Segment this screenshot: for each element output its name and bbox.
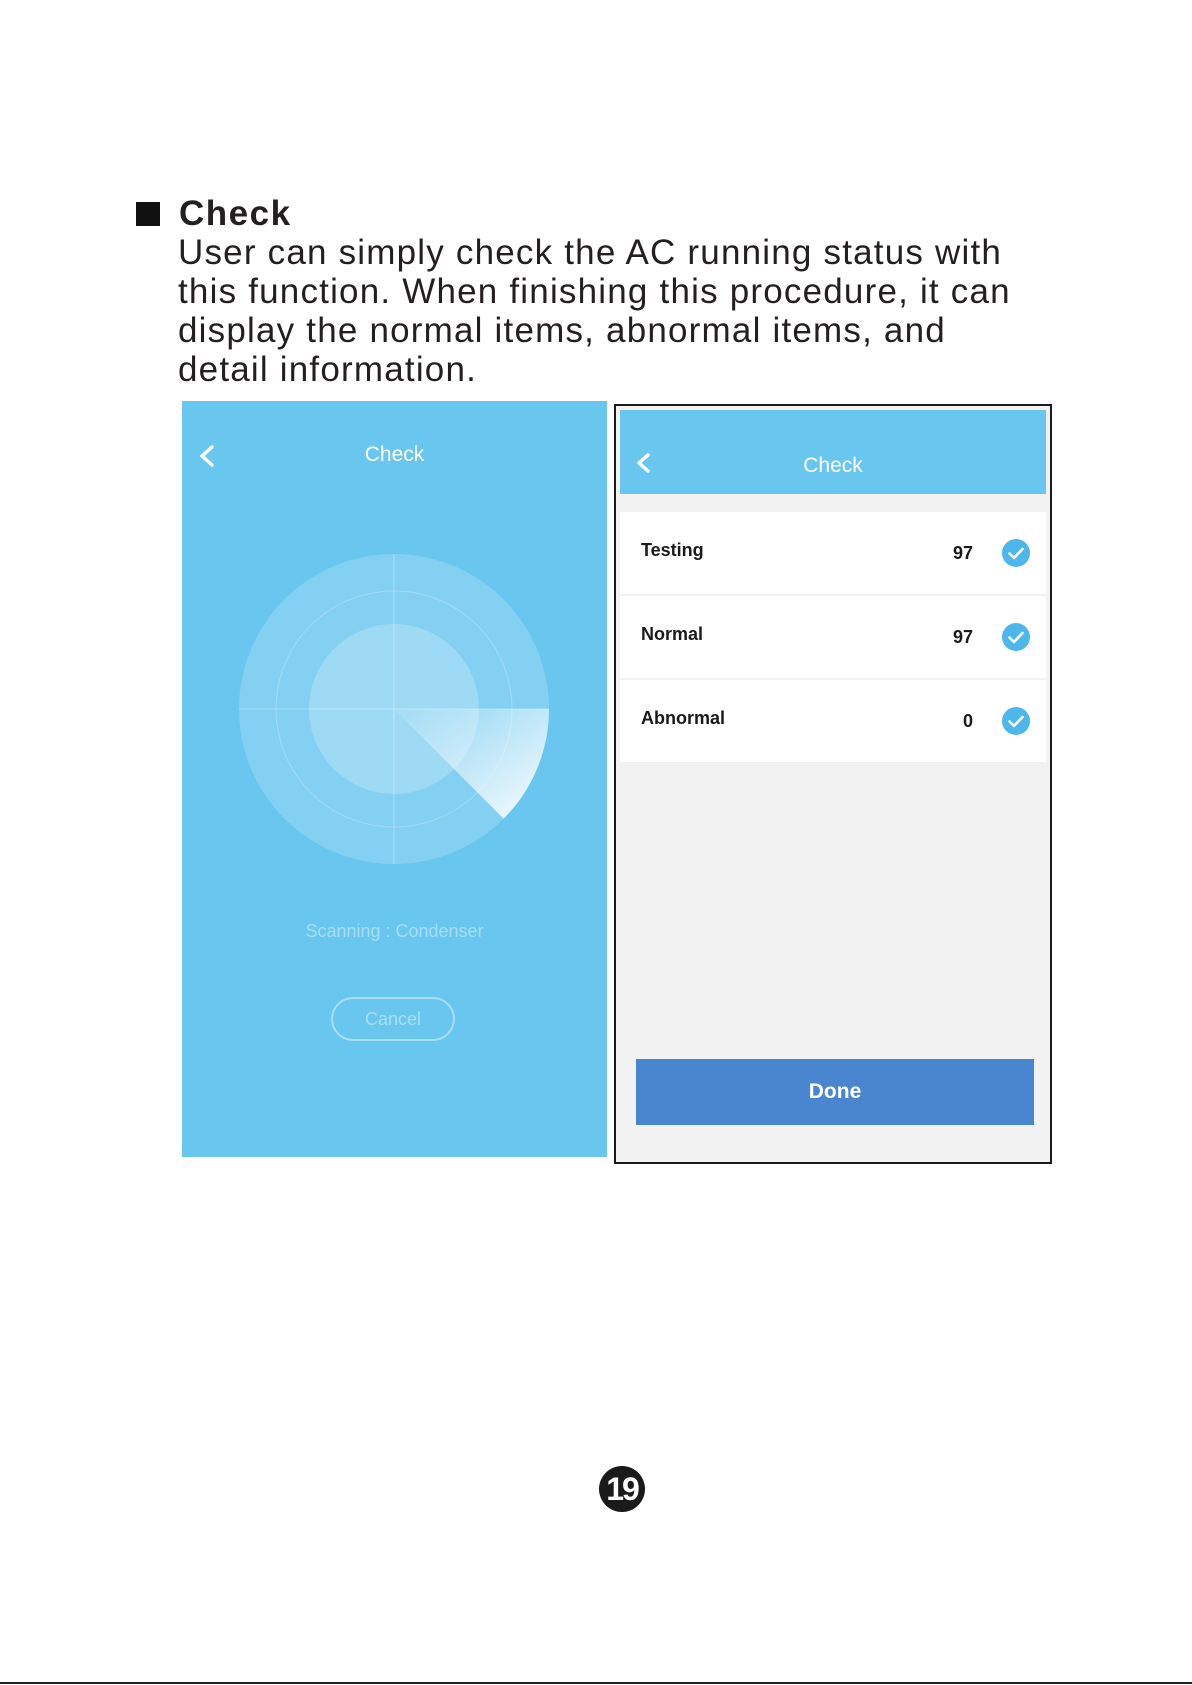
intro-line: display the normal items, abnormal items, and: [178, 311, 946, 350]
row-count: 97: [952, 627, 973, 647]
section-heading: [136, 194, 292, 234]
result-row-testing[interactable]: [620, 512, 1046, 594]
result-header: [620, 410, 1046, 494]
intro-paragraph: [178, 233, 1078, 389]
square-bullet-icon: [136, 202, 160, 226]
radar-scan-graphic: [239, 554, 549, 864]
result-screen: [614, 404, 1052, 1164]
intro-line: User can simply check the AC running status with: [178, 233, 1003, 272]
row-count: 97: [952, 543, 973, 563]
scanning-status-label: Scanning : Condenser: [305, 921, 484, 941]
row-label: Testing: [641, 540, 704, 560]
check-circle-icon: [1001, 622, 1031, 652]
cancel-button[interactable]: Cancel: [331, 997, 455, 1041]
result-screen-title: Check: [803, 454, 863, 477]
done-button[interactable]: Done: [636, 1059, 1034, 1125]
bottom-rule: [0, 1682, 1192, 1684]
scan-screen: [182, 401, 607, 1157]
check-circle-icon: [1001, 538, 1031, 568]
scan-screen-title: Check: [364, 443, 425, 466]
row-count: 0: [962, 711, 973, 731]
intro-line: this function. When finishing this procedure, it can: [178, 272, 1011, 311]
section-title: Check: [179, 194, 292, 233]
row-label: Normal: [641, 624, 704, 644]
result-list: [620, 512, 1046, 764]
page-number: 19: [599, 1466, 645, 1512]
result-row-normal[interactable]: [620, 596, 1046, 678]
result-row-abnormal[interactable]: [620, 680, 1046, 762]
intro-line: detail information.: [178, 350, 478, 389]
row-label: Abnormal: [641, 708, 726, 728]
check-circle-icon: [1001, 706, 1031, 736]
